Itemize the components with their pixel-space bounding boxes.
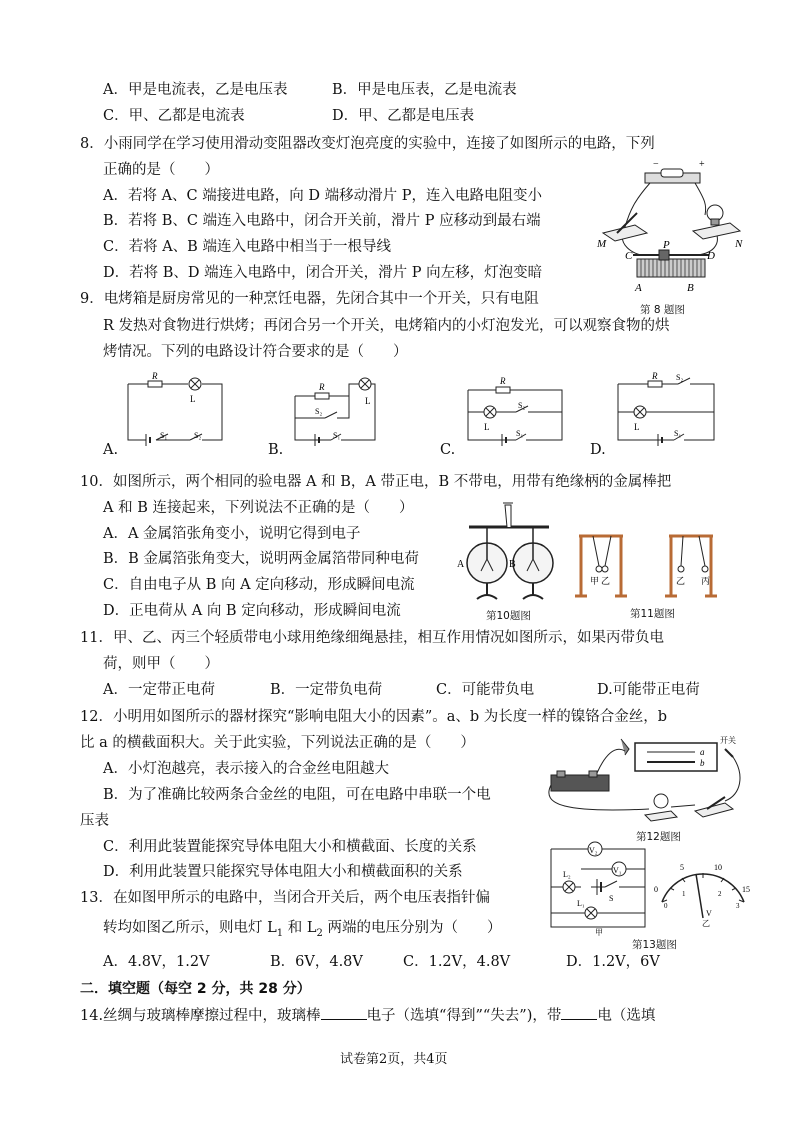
q11-option-a: A．一定带正电荷 — [103, 682, 215, 698]
q12-wire-b: b — [700, 758, 705, 768]
q9d-s1: S₁ — [674, 429, 682, 438]
q14-blank-1[interactable] — [321, 1005, 367, 1020]
q10-stem-line2: A 和 B 连接起来，下列说法不正确的是（ ） — [103, 500, 414, 516]
q12-stem-line1: 12．小明用如图所示的器材探究“影响电阻大小的因素”。a、b 为长度一样的镍铬合金丝，b — [80, 709, 668, 725]
q13-scale-b3: 3 — [736, 902, 740, 910]
q13-v2: V₂ — [589, 846, 598, 855]
q12-stem-line2: 比 a 的横截面积大。关于此实验，下列说法正确的是（ ） — [80, 735, 475, 751]
q13-scale-b1: 1 — [682, 890, 686, 898]
q7-option-c: C．甲、乙都是电流表 — [103, 108, 245, 124]
q9d-l: L — [634, 422, 640, 432]
q9b-r: R — [319, 382, 325, 392]
q8-label-m: M — [597, 238, 607, 250]
page-footer: 试卷第2页，共4页 — [340, 1052, 448, 1067]
q9-option-a-label: A. — [103, 442, 119, 458]
q8-label-d: D — [707, 250, 715, 262]
q9d-r: R — [652, 371, 658, 381]
q8-label-b: B — [687, 282, 694, 294]
q13-circuit-figure — [545, 843, 650, 937]
q9c-s1: S₁ — [516, 429, 524, 438]
q7-option-d: D．甲、乙都是电压表 — [332, 108, 475, 124]
q12-option-b-line2: 压表 — [80, 813, 109, 829]
q13-stem-line1: 13．在如图甲所示的电路中，当闭合开关后，两个电压表指针偏 — [80, 890, 490, 906]
q9-circuit-a — [120, 372, 230, 452]
q11-stem-line2: 荷，则甲（ ） — [103, 656, 219, 672]
q13-stem2-sub2: 2 — [316, 927, 323, 939]
q8-option-a: A．若将 A、C 端接进电路，向 D 端移动滑片 P，连入电路电阻变小 — [103, 188, 542, 204]
q8-label-n: N — [735, 238, 743, 250]
q13-scale-b0: 0 — [664, 902, 668, 910]
q13-voltmeter-figure — [652, 862, 752, 927]
q13-stem2-mid: 和 L — [283, 920, 317, 936]
q12-option-d: D．利用此装置只能探究导体电阻大小和横截面积的关系 — [103, 864, 463, 880]
q13-stem-line2 — [103, 918, 501, 944]
q12-option-a: A．小灯泡越亮，表示接入的合金丝电阻越大 — [103, 761, 389, 777]
q11-ball-yi2: 乙 — [676, 576, 686, 586]
q9-circuit-b — [285, 372, 395, 452]
q13-stem2-post: 两端的电压分别为（ ） — [322, 920, 502, 936]
q9b-s2: S₂ — [315, 407, 323, 416]
q13-scale-b2: 2 — [718, 890, 722, 898]
q9d-s2: S₂ — [676, 373, 684, 382]
q8-stem-line2: 正确的是（ ） — [103, 162, 219, 178]
q9c-r: R — [500, 376, 506, 386]
q9c-l: L — [484, 422, 490, 432]
q13-fig-jia: 甲 — [595, 928, 603, 937]
q11-option-d: D.可能带正电荷 — [597, 682, 700, 698]
q13-s: S — [609, 894, 614, 903]
q8-minus: − — [653, 159, 659, 170]
q9b-l: L — [365, 396, 371, 406]
q11-ball-yi: 乙 — [601, 576, 611, 586]
q11-option-b: B．一定带负电荷 — [270, 682, 383, 698]
q11-stem-line1: 11．甲、乙、丙三个轻质带电小球用绝缘细绳悬挂，相互作用情况如图所示，如果丙带负电 — [80, 630, 664, 646]
q10-fig-b: B — [509, 559, 516, 570]
q13-option-d: D．1.2V，6V — [566, 954, 660, 970]
q8-label-p: P — [663, 239, 670, 251]
q9-stem-line1: 9．电烤箱是厨房常见的一种烹饪电器，先闭合其中一个开关，只有电阻 — [80, 291, 539, 307]
q8-option-d: D．若将 B、D 端连入电路中，闭合开关，滑片 P 向左移，灯泡变暗 — [103, 265, 543, 281]
q9-option-d-label: D. — [590, 442, 606, 458]
q13-scale-t10: 10 — [714, 863, 722, 872]
q11-caption: 第11题图 — [630, 608, 675, 620]
q9-stem-line2: R 发热对食物进行烘烤；再闭合另一个开关，电烤箱内的小灯泡发光，可以观察食物的烘 — [103, 318, 670, 334]
section2-heading: 二．填空题（每空 2 分，共 28 分） — [80, 981, 311, 997]
q10-option-a: A．A 金属箔张角变小，说明它得到电子 — [103, 526, 361, 542]
q14-mid: 电子（选填“得到”“失去”)，带 — [366, 1008, 562, 1024]
q13-stem2-pre: 转均如图乙所示，则电灯 L — [103, 920, 277, 936]
q11-figure — [573, 530, 723, 600]
q13-scale-unit: V — [706, 909, 712, 918]
q13-option-c: C．1.2V，4.8V — [403, 954, 511, 970]
q13-l1: L₁ — [577, 899, 585, 908]
q9a-r: R — [152, 371, 158, 381]
q10-option-b: B．B 金属箔张角变大，说明两金属箔带同种电荷 — [103, 551, 419, 567]
q9a-s1: S₁ — [160, 431, 168, 440]
q13-v1: V₁ — [613, 866, 622, 875]
q10-figure — [455, 497, 565, 607]
q10-fig-a: A — [457, 559, 465, 570]
q8-caption: 第 8 题图 — [640, 304, 685, 316]
q9a-s2: S₂ — [194, 431, 202, 440]
q12-switch-label: 开关 — [720, 736, 736, 745]
q13-scale-t5: 5 — [680, 863, 684, 872]
q10-stem-line1: 10．如图所示，两个相同的验电器 A 和 B，A 带正电，B 不带电，用带有绝缘柄的金属棒把 — [80, 474, 672, 490]
q8-stem-line1: 8．小雨同学在学习使用滑动变阻器改变灯泡亮度的实验中，连接了如图所示的电路，下列 — [80, 136, 655, 152]
q12-wire-a: a — [700, 747, 705, 757]
q9-circuit-d — [610, 372, 720, 452]
q13-fig-yi: 乙 — [702, 919, 710, 928]
q7-option-b: B．甲是电压表，乙是电流表 — [332, 82, 517, 98]
q12-option-b-line1: B．为了准确比较两条合金丝的电阻，可在电路中串联一个电 — [103, 787, 491, 803]
q8-label-a: A — [635, 282, 642, 294]
q11-ball-jia: 甲 — [590, 576, 600, 586]
q14-post: 电（选填 — [597, 1008, 656, 1024]
q12-option-c: C．利用此装置能探究导体电阻大小和横截面、长度的关系 — [103, 839, 477, 855]
q13-option-a: A．4.8V，1.2V — [103, 954, 210, 970]
q13-l2: L₂ — [563, 870, 571, 879]
q12-figure — [545, 735, 745, 827]
q11-ball-bing: 丙 — [701, 576, 711, 586]
q12-caption: 第12题图 — [636, 831, 681, 843]
q11-option-c: C．可能带负电 — [436, 682, 535, 698]
q10-option-c: C．自由电子从 B 向 A 定向移动，形成瞬间电流 — [103, 577, 415, 593]
q9-option-c-label: C. — [440, 442, 456, 458]
q8-label-c: C — [625, 250, 633, 262]
q8-option-c: C．若将 A、B 端连入电路中相当于一根导线 — [103, 239, 391, 255]
q14-blank-2[interactable] — [561, 1005, 597, 1020]
q10-caption: 第10题图 — [486, 610, 531, 622]
q13-stem2-sub1: 1 — [276, 927, 284, 939]
q9-circuit-c — [460, 372, 575, 452]
q8-plus: + — [699, 159, 705, 170]
q13-option-b: B．6V，4.8V — [270, 954, 363, 970]
q14-line — [80, 1005, 655, 1026]
q8-figure — [595, 155, 745, 300]
q8-option-b: B．若将 B、C 端连入电路中，闭合开关前，滑片 P 应移动到最右端 — [103, 213, 541, 229]
q7-option-a: A．甲是电流表，乙是电压表 — [103, 82, 288, 98]
q9-option-b-label: B. — [268, 442, 284, 458]
q9c-s2: S₂ — [518, 401, 526, 410]
q9a-l: L — [190, 394, 196, 404]
q13-scale-t0: 0 — [654, 885, 658, 894]
q10-option-d: D．正电荷从 A 向 B 定向移动，形成瞬间电流 — [103, 603, 401, 619]
q14-pre: 14.丝绸与玻璃棒摩擦过程中，玻璃棒 — [80, 1008, 321, 1024]
q13-scale-t15: 15 — [742, 885, 750, 894]
q9b-s1: S₁ — [333, 431, 341, 440]
q9-stem-line3: 烤情况。下列的电路设计符合要求的是（ ） — [103, 344, 408, 360]
q13-caption: 第13题图 — [632, 939, 677, 951]
